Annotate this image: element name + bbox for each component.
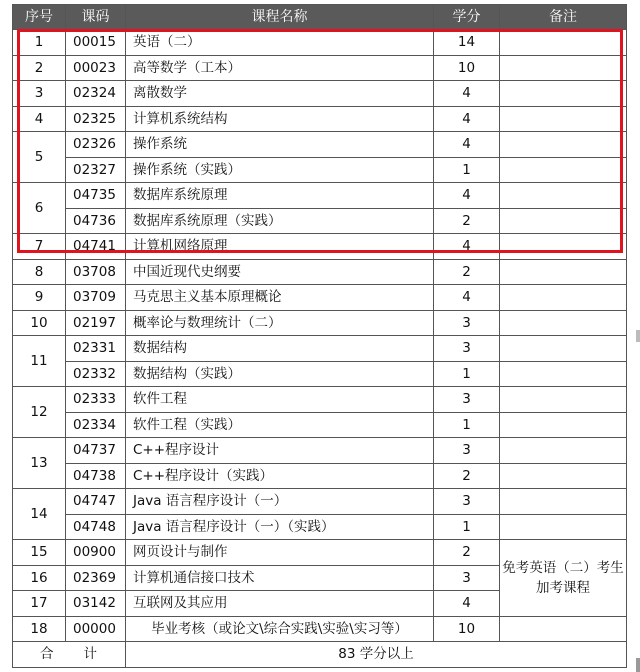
row-credit: 2 [434,259,500,285]
row-note [500,234,627,260]
row-no: 17 [13,591,66,617]
table-row [13,81,627,107]
row-credit: 4 [434,106,500,132]
row-name: 软件工程（实践） [126,412,434,438]
table-row [13,387,627,413]
table-row [13,106,627,132]
table-row [13,234,627,260]
edge-corner-mark [636,658,640,672]
row-note [500,157,627,183]
row-credit: 3 [434,310,500,336]
row-no: 1 [13,30,66,56]
row-no: 4 [13,106,66,132]
row-code: 02326 [66,132,126,158]
row-note [500,106,627,132]
row-no: 6 [13,183,66,234]
row-code: 02332 [66,361,126,387]
row-name: 马克思主义基本原理概论 [126,285,434,311]
row-no: 8 [13,259,66,285]
row-note [500,81,627,107]
edge-scroll-mark [636,330,640,342]
row-name: Java 语言程序设计（一）（实践） [126,514,434,540]
row-note [500,183,627,209]
table-row [13,157,627,183]
row-code: 04741 [66,234,126,260]
row-code: 03708 [66,259,126,285]
table-row [13,489,627,515]
row-note [500,387,627,413]
elective-note: 免考英语（二）考生加考课程 [500,540,627,617]
row-credit: 4 [434,183,500,209]
total-label: 合 计 [13,642,126,668]
row-code: 02334 [66,412,126,438]
table-row [13,259,627,285]
row-name: 软件工程 [126,387,434,413]
row-name: 英语（二） [126,30,434,56]
table-row [13,310,627,336]
row-name: 操作系统（实践） [126,157,434,183]
row-name: 概率论与数理统计（二） [126,310,434,336]
row-credit: 3 [434,565,500,591]
row-code: 00000 [66,616,126,642]
row-name: 数据库系统原理 [126,183,434,209]
row-credit: 3 [434,336,500,362]
row-code: 04748 [66,514,126,540]
table-row [13,438,627,464]
row-no: 2 [13,55,66,81]
row-name: 计算机网络原理 [126,234,434,260]
row-name: C++程序设计（实践） [126,463,434,489]
table-row [13,463,627,489]
row-name: 计算机通信接口技术 [126,565,434,591]
row-name: 离散数学 [126,81,434,107]
header-note: 备注 [500,5,627,30]
row-code: 04747 [66,489,126,515]
row-name: 计算机系统结构 [126,106,434,132]
total-value: 83 学分以上 [126,642,627,668]
row-code: 02369 [66,565,126,591]
row-name: 高等数学（工本） [126,55,434,81]
row-code: 02331 [66,336,126,362]
row-credit: 1 [434,157,500,183]
row-no: 15 [13,540,66,566]
row-name: 数据结构（实践） [126,361,434,387]
row-credit: 3 [434,387,500,413]
row-note [500,514,627,540]
row-code: 03709 [66,285,126,311]
row-credit: 4 [434,81,500,107]
row-credit: 2 [434,540,500,566]
row-code: 00900 [66,540,126,566]
row-credit: 10 [434,616,500,642]
row-credit: 3 [434,489,500,515]
row-credit: 1 [434,514,500,540]
row-code: 02325 [66,106,126,132]
row-note [500,616,627,642]
table-row [13,183,627,209]
header-credit: 学分 [434,5,500,30]
table-row [13,30,627,56]
row-code: 02333 [66,387,126,413]
curriculum-table [12,4,627,668]
row-name: 网页设计与制作 [126,540,434,566]
row-no: 3 [13,81,66,107]
row-code: 02197 [66,310,126,336]
row-code: 02327 [66,157,126,183]
table-row [13,514,627,540]
row-no: 9 [13,285,66,311]
row-name: 互联网及其应用 [126,591,434,617]
table-row [13,616,627,642]
row-note [500,55,627,81]
row-code: 02324 [66,81,126,107]
row-credit: 2 [434,463,500,489]
row-no: 13 [13,438,66,489]
table-row [13,55,627,81]
row-no: 16 [13,565,66,591]
row-no: 7 [13,234,66,260]
table-row [13,208,627,234]
row-no: 12 [13,387,66,438]
row-note [500,208,627,234]
row-name: 操作系统 [126,132,434,158]
row-code: 04737 [66,438,126,464]
row-name: 毕业考核（或论文\综合实践\实验\实习等） [126,616,434,642]
header-no: 序号 [13,5,66,30]
row-credit: 4 [434,234,500,260]
row-code: 00023 [66,55,126,81]
row-code: 00015 [66,30,126,56]
row-credit: 3 [434,438,500,464]
table-row [13,336,627,362]
row-credit: 1 [434,412,500,438]
row-note [500,285,627,311]
row-code: 04738 [66,463,126,489]
table-row [13,132,627,158]
row-note [500,463,627,489]
header-row [13,5,627,30]
row-no: 5 [13,132,66,183]
row-note [500,30,627,56]
row-credit: 4 [434,591,500,617]
row-name: 数据结构 [126,336,434,362]
row-code: 04735 [66,183,126,209]
table-row [13,361,627,387]
row-no: 11 [13,336,66,387]
row-no: 14 [13,489,66,540]
row-name: 中国近现代史纲要 [126,259,434,285]
row-name: 数据库系统原理（实践） [126,208,434,234]
row-no: 10 [13,310,66,336]
row-note [500,132,627,158]
row-note [500,310,627,336]
row-name: C++程序设计 [126,438,434,464]
row-note [500,489,627,515]
row-no: 18 [13,616,66,642]
row-credit: 4 [434,285,500,311]
row-note [500,336,627,362]
row-credit: 4 [434,132,500,158]
row-note [500,361,627,387]
row-credit: 2 [434,208,500,234]
row-credit: 1 [434,361,500,387]
row-note [500,259,627,285]
row-credit: 10 [434,55,500,81]
table-row [13,285,627,311]
table-row [13,540,627,566]
row-name: Java 语言程序设计（一） [126,489,434,515]
row-code: 04736 [66,208,126,234]
table-row [13,412,627,438]
header-name: 课程名称 [126,5,434,30]
row-code: 03142 [66,591,126,617]
header-code: 课码 [66,5,126,30]
row-note [500,438,627,464]
total-row [13,642,627,668]
row-note [500,412,627,438]
row-credit: 14 [434,30,500,56]
